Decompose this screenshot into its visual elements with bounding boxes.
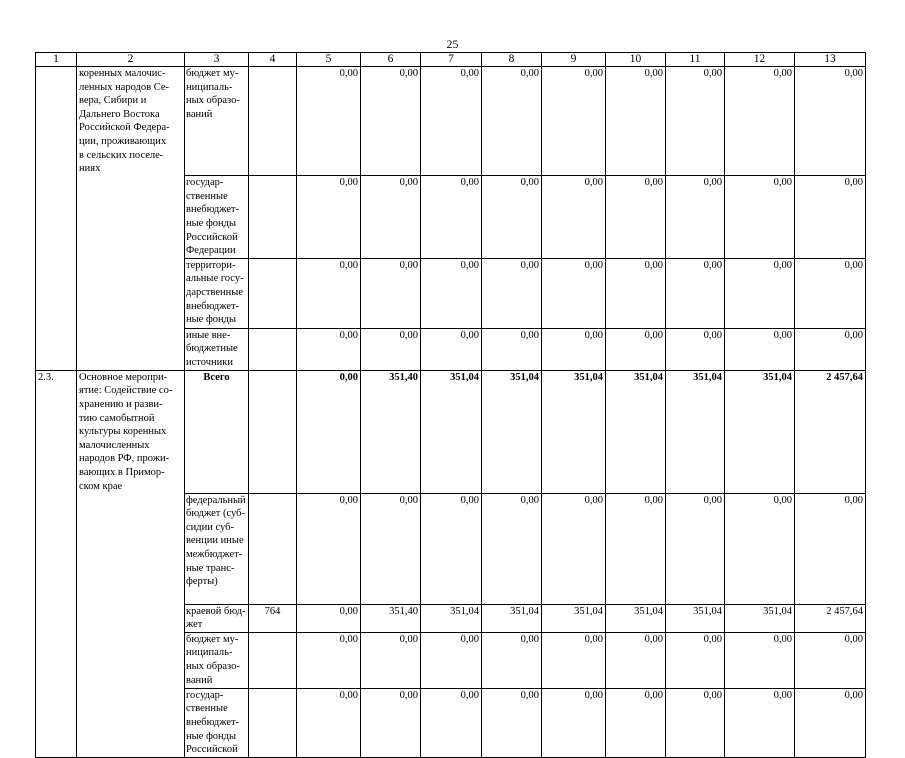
col-header-10: 10 [606,53,666,67]
value-cell-col-9: 0,00 [542,688,606,757]
value-cell-col-6: 351,40 [361,604,421,632]
value-cell-col-7: 0,00 [421,67,482,176]
budget-code-cell [249,632,297,688]
text-line: Российской [186,744,238,756]
funding-source-cell [185,328,249,370]
value-cell-col-6: 0,00 [361,328,421,370]
text-line: бюджет му- [186,68,239,79]
text-line: ных образо- [186,95,240,107]
value-cell-col-9: 0,00 [542,328,606,370]
col-header-7: 7 [421,53,482,67]
text-line: малочисленных [79,439,150,451]
text-line: Федерации [186,245,236,257]
text-line: источники [186,357,233,368]
value-cell-col-7: 0,00 [421,176,482,259]
value-cell-col-5: 0,00 [297,370,361,493]
text-line: хранению и разви- [79,399,163,410]
value-cell-col-8: 0,00 [482,493,542,604]
text-line: ных образо- [186,661,240,673]
value-cell-col-13: 0,00 [795,632,866,688]
value-cell-col-6: 0,00 [361,67,421,176]
text-line: территори- [186,259,236,271]
funding-source-cell [185,493,249,604]
table-row [36,67,866,176]
value-cell-col-13: 0,00 [795,328,866,370]
table-row [36,632,866,688]
text-line: жет [186,619,203,631]
value-cell-col-13: 0,00 [795,688,866,757]
value-cell-col-8: 0,00 [482,258,542,328]
activity-name-cell [77,370,185,493]
text-line: Основное меропри- [79,371,168,383]
value-cell-col-10: 0,00 [606,67,666,176]
budget-code-cell [249,493,297,604]
value-cell-col-7: 0,00 [421,328,482,370]
funding-source-cell [185,67,249,176]
value-cell-col-13: 0,00 [795,176,866,259]
col-header-3: 3 [185,53,249,67]
col-header-4: 4 [249,53,297,67]
col-header-12: 12 [725,53,795,67]
value-cell-col-12: 0,00 [725,493,795,604]
text-line: ваний [186,674,213,686]
activity-name-cont [77,493,185,604]
value-cell-col-10: 0,00 [606,493,666,604]
value-cell-col-9: 0,00 [542,176,606,259]
value-cell-col-6: 0,00 [361,632,421,688]
text-line: Российской [186,231,238,243]
funding-source-cell [185,176,249,259]
value-cell-col-10: 0,00 [606,176,666,259]
value-cell-col-6: 0,00 [361,493,421,604]
table-row [36,688,866,757]
value-cell-col-7: 351,04 [421,604,482,632]
value-cell-col-11: 351,04 [666,370,725,493]
text-line: бюджетные [186,343,238,355]
text-line: ные фонды [186,218,237,230]
value-cell-col-11: 0,00 [666,67,725,176]
text-line: ниципаль- [186,81,233,93]
funding-source-cell [185,632,249,688]
budget-code-cell [249,258,297,328]
value-cell-col-11: 0,00 [666,328,725,370]
value-cell-col-8: 351,04 [482,370,542,493]
row-number-cell [36,688,77,757]
text-line: ные фонды [186,730,237,742]
value-cell-col-5: 0,00 [297,176,361,259]
text-line: ниципаль- [186,647,233,659]
value-cell-col-7: 0,00 [421,632,482,688]
value-cell-col-7: 0,00 [421,258,482,328]
text-line: государ- [186,689,224,701]
text-line: внебюджет- [186,717,240,729]
activity-name-cont [77,176,185,259]
value-cell-col-12: 0,00 [725,632,795,688]
value-cell-col-11: 0,00 [666,688,725,757]
row-number-cell [36,604,77,632]
col-header-8: 8 [482,53,542,67]
funding-source-cell [185,688,249,757]
row-number-cell [36,328,77,370]
activity-name-cont [77,604,185,632]
col-header-9: 9 [542,53,606,67]
value-cell-col-11: 0,00 [666,176,725,259]
value-cell-col-10: 0,00 [606,632,666,688]
text-line: ственные [186,190,228,202]
text-line: коренных малочис- [79,68,166,79]
col-header-1: 1 [36,53,77,67]
budget-code-cell [249,688,297,757]
text-line: межбюджет- [186,549,243,561]
value-cell-col-9: 351,04 [542,370,606,493]
value-cell-col-6: 351,40 [361,370,421,493]
value-cell-col-13: 2 457,64 [795,370,866,493]
table-row [36,604,866,632]
value-cell-col-8: 351,04 [482,604,542,632]
value-cell-col-9: 0,00 [542,493,606,604]
col-header-5: 5 [297,53,361,67]
table-row [36,370,866,493]
col-header-11: 11 [666,53,725,67]
value-cell-col-12: 0,00 [725,258,795,328]
col-header-2: 2 [77,53,185,67]
value-cell-col-7: 0,00 [421,493,482,604]
text-line: ниях [79,163,101,175]
budget-code-cell: 764 [249,604,297,632]
value-cell-col-11: 351,04 [666,604,725,632]
value-cell-col-10: 351,04 [606,370,666,493]
text-line: ции, проживающих [79,135,167,147]
activity-name-cont [77,632,185,688]
text-line: государ- [186,177,224,189]
budget-code-cell [249,370,297,493]
value-cell-col-8: 0,00 [482,67,542,176]
activity-name-cont [77,688,185,757]
value-cell-col-8: 0,00 [482,632,542,688]
page-number: 25 [446,37,459,51]
text-line: бюджет му- [186,633,239,645]
program-finance-table [35,52,866,758]
activity-name-cont [77,258,185,328]
row-number-cell: 2.3. [36,370,77,493]
value-cell-col-12: 351,04 [725,604,795,632]
value-cell-col-5: 0,00 [297,688,361,757]
text-line: дарственные [186,287,244,298]
text-line: ственные [186,703,228,715]
text-line: сидии суб- [186,521,234,533]
column-number-row [36,53,866,67]
text-line: ные транс- [186,562,235,574]
text-line: федеральный [186,494,246,506]
value-cell-col-8: 0,00 [482,176,542,259]
value-cell-col-10: 0,00 [606,328,666,370]
value-cell-col-5: 0,00 [297,493,361,604]
value-cell-col-9: 0,00 [542,632,606,688]
budget-code-cell [249,176,297,259]
value-cell-col-13: 2 457,64 [795,604,866,632]
value-cell-col-9: 0,00 [542,258,606,328]
text-line: ленных народов Се- [79,81,170,93]
value-cell-col-11: 0,00 [666,258,725,328]
text-line: народов РФ, прожи- [79,453,170,465]
text-line: венции иные [186,535,244,547]
value-cell-col-5: 0,00 [297,632,361,688]
value-cell-col-6: 0,00 [361,176,421,259]
text-line: ферты) [186,576,218,588]
value-cell-col-13: 0,00 [795,493,866,604]
table-row [36,493,866,604]
text-line: внебюджет- [186,300,240,312]
text-line: Всего [203,371,230,383]
value-cell-col-6: 0,00 [361,258,421,328]
value-cell-col-12: 0,00 [725,328,795,370]
value-cell-col-13: 0,00 [795,67,866,176]
value-cell-col-12: 0,00 [725,688,795,757]
budget-code-cell [249,328,297,370]
value-cell-col-7: 351,04 [421,370,482,493]
text-line: иные вне- [186,329,231,341]
row-number-cell [36,632,77,688]
value-cell-col-10: 351,04 [606,604,666,632]
row-number-cell [36,258,77,328]
row-number-cell [36,493,77,604]
value-cell-col-7: 0,00 [421,688,482,757]
value-cell-col-11: 0,00 [666,632,725,688]
row-number-cell [36,176,77,259]
value-cell-col-5: 0,00 [297,258,361,328]
value-cell-col-13: 0,00 [795,258,866,328]
text-line: ваний [186,108,213,120]
activity-name-cell [77,67,185,176]
text-line: культуры коренных [79,426,167,438]
value-cell-col-12: 351,04 [725,370,795,493]
text-line: в сельских поселе- [79,149,164,161]
funding-source-cell [185,258,249,328]
funding-source-cell [185,604,249,632]
text-line: ятие: Содействие со- [79,385,173,397]
text-line: Российской Федера- [79,122,170,134]
value-cell-col-10: 0,00 [606,258,666,328]
budget-code-cell [249,67,297,176]
row-number-cell [36,67,77,176]
value-cell-col-9: 351,04 [542,604,606,632]
text-line: ные фонды [186,314,237,326]
text-line: Дальнего Востока [79,108,160,120]
value-cell-col-12: 0,00 [725,67,795,176]
value-cell-col-6: 0,00 [361,688,421,757]
value-cell-col-5: 0,00 [297,67,361,176]
text-line: тию самобытной [79,412,155,424]
col-header-13: 13 [795,53,866,67]
text-line: вера, Сибири и [79,95,147,107]
value-cell-col-8: 0,00 [482,328,542,370]
text-line: альные госу- [186,273,244,285]
value-cell-col-5: 0,00 [297,604,361,632]
value-cell-col-11: 0,00 [666,493,725,604]
text-line: вающих в Примор- [79,466,165,478]
activity-name-cont [77,328,185,370]
value-cell-col-9: 0,00 [542,67,606,176]
text-line: ском крае [79,480,123,492]
funding-source-cell [185,370,249,493]
value-cell-col-10: 0,00 [606,688,666,757]
table-row [36,176,866,259]
value-cell-col-12: 0,00 [725,176,795,259]
col-header-6: 6 [361,53,421,67]
text-line: краевой бюд- [186,605,246,617]
text-line: бюджет (суб- [186,508,245,520]
text-line: внебюджет- [186,204,240,216]
value-cell-col-8: 0,00 [482,688,542,757]
value-cell-col-5: 0,00 [297,328,361,370]
table-row [36,258,866,328]
table-row [36,328,866,370]
